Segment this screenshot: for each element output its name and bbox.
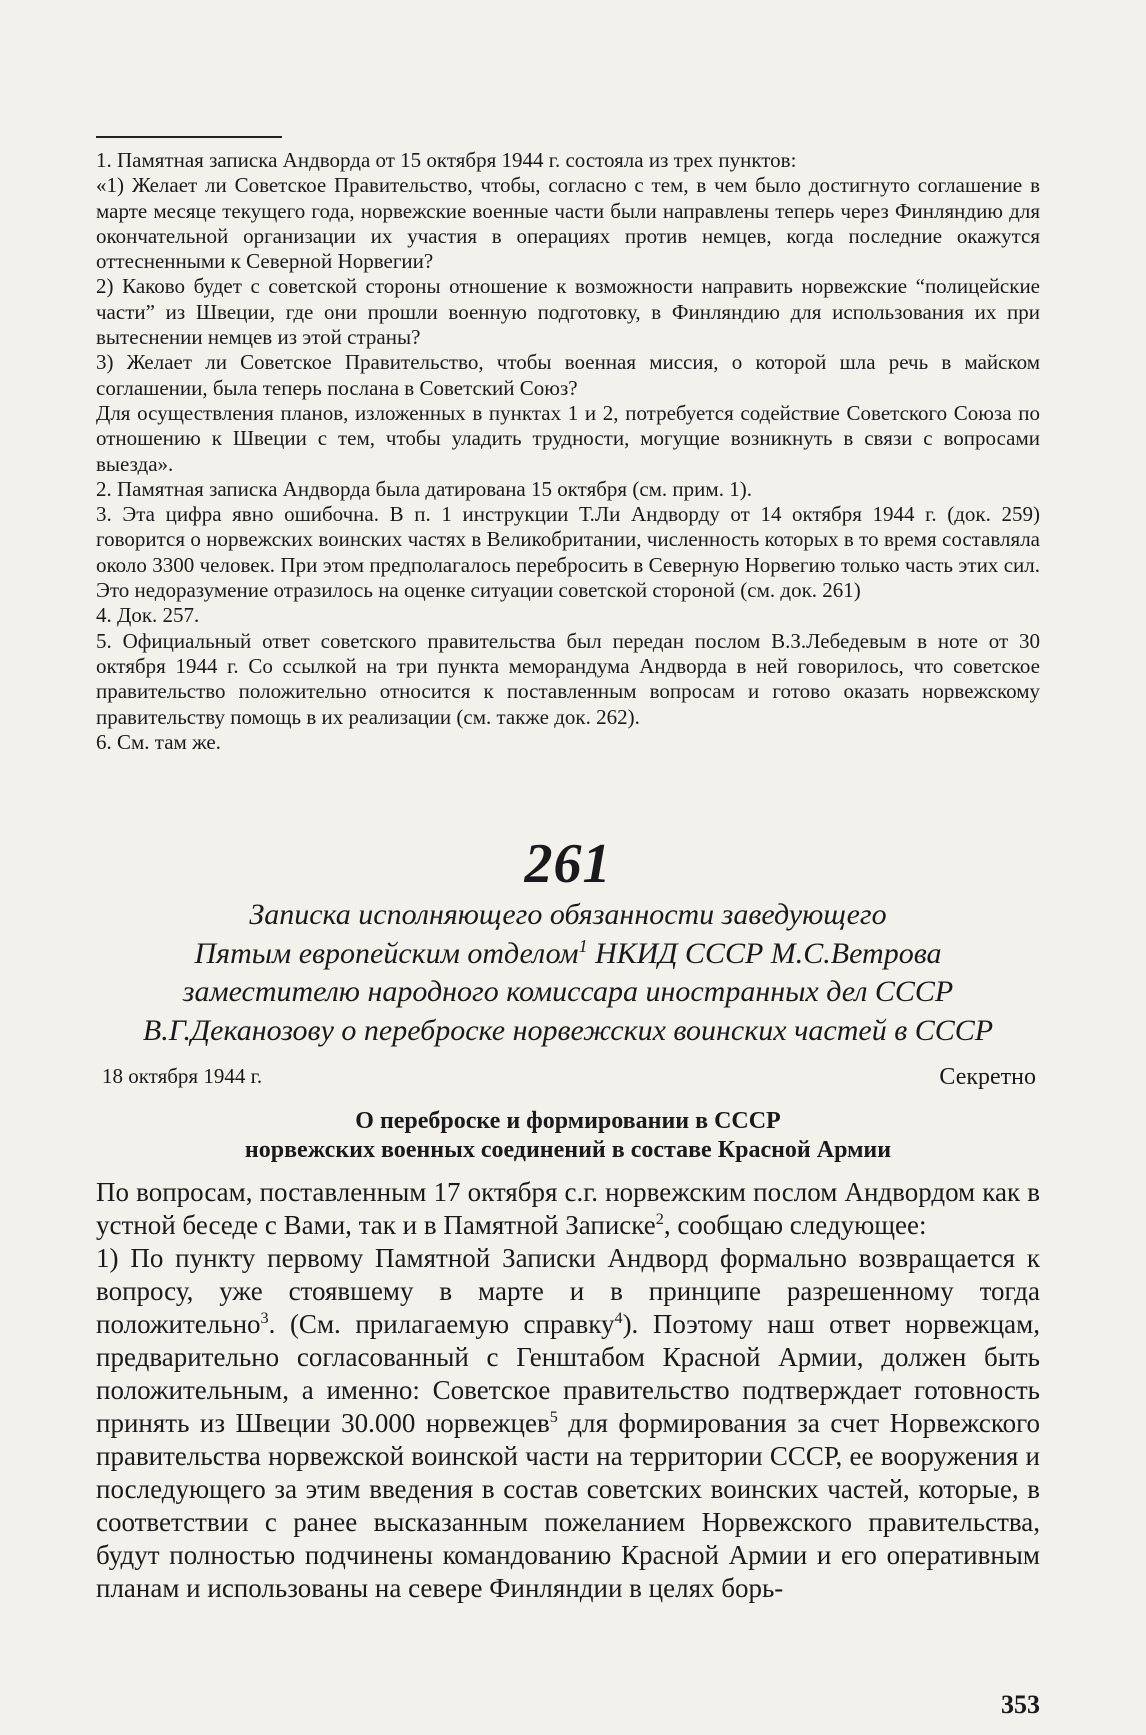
body-text (96, 1176, 1040, 1605)
footnote-rule (96, 136, 282, 138)
p1-text: По вопросам, поставленным 17 октября с.г. норвежским послом Андвордом как в устной беседе с Вами, так и в Памятной Записке (96, 1177, 1040, 1240)
subheading-line-1: О переброске и формировании в СССР (355, 1108, 781, 1134)
footnote-1-point-1: «1) Желает ли Советское Правительство, чтобы, согласно с тем, в чем было достигнуто соглашение в марте месяце текущего года, норвежские военные части были направлены теперь через Финляндию для окончательной организации их участия в операциях против немцев, когда последние окажутся оттесненными к Северной Норвегии? (96, 173, 1040, 274)
p1-footnote-ref: 2 (655, 1210, 664, 1228)
footnote-1-point-2: 2) Каково будет с советской стороны отношение к возможности направить норвежские “полицейские части” из Швеции, где они прошли военную подготовку, в Финляндию для использования их при вытеснении немцев из этой страны? (96, 274, 1040, 350)
p1-tail: , сообщаю следующее: (663, 1210, 927, 1240)
title-line-2-tail: НКИД СССР М.С.Ветрова (587, 936, 942, 970)
footnote-3: 3. Эта цифра явно ошибочна. В п. 1 инструкции Т.Ли Андворду от 14 октября 1944 г. (док. 259) говорится о норвежских воинских частях в Великобритании, численность которых в то время составляла около 3300 человек. При этом предполагалось перебросить в Северную Норвегию только часть этих сил. Это недоразумение отразилось на оценке ситуации советской стороной (см. док. 261) (96, 502, 1040, 603)
p2-text-b: . (См. прилагаемую справку (268, 1309, 615, 1339)
title-line-4: В.Г.Деканозову о переброске норвежских воинских частей в СССР (142, 1013, 994, 1047)
document-number: 261 (524, 833, 612, 895)
document-date: 18 октября 1944 г. (102, 1064, 263, 1088)
p2-footnote-ref-5: 5 (549, 1408, 558, 1426)
p2-footnote-ref-4: 4 (614, 1309, 623, 1327)
subheading-line-2: норвежских военных соединений в составе Красной Армии (244, 1137, 892, 1163)
title-line-3: заместителю народного комиссара иностранных дел СССР (182, 975, 954, 1008)
title-footnote-ref: 1 (578, 935, 588, 956)
p2-text-c: ). Поэтому наш ответ норвежцам, предварительно согласованный с Генштабом Красной Армии, должен быть положительным, а именно: Советское правительство подтверждает готовность принять из Швеции 30.000 норвежцев (96, 1309, 1040, 1438)
page-number: 353 (1001, 1690, 1040, 1719)
subheading (96, 1107, 1040, 1165)
paragraph-1 (96, 1176, 1040, 1242)
p2-text-a: 1) По пункту первому Памятной Записки Андворд формально возвращается к вопросу, уже стоявшему в марте и в принципе разрешенному тогда положительно (96, 1243, 1040, 1339)
document-meta (96, 1064, 1040, 1094)
footnote-4: 4. Док. 257. (96, 603, 200, 628)
classification-label: Секретно (939, 1064, 1036, 1090)
footnote-5: 5. Официальный ответ советского правительства был передан послом В.З.Лебедевым в ноте от 30 октября 1944 г. Со ссылкой на три пункта меморандума Андворда в ней говорилось, что советское правительство положительно относится к поставленным вопросам и готово оказать норвежскому правительству помощь в их реализации (см. также док. 262). (96, 628, 1040, 729)
footnote-1: 1. Памятная записка Андворда от 15 октября 1944 г. состояла из трех пунктов: (96, 148, 797, 172)
footnote-6: 6. См. там же. (96, 729, 221, 754)
footnote-2: 2. Памятная записка Андворда была датирована 15 октября (см. прим. 1). (96, 476, 752, 501)
document-title (96, 896, 1040, 1050)
title-line-2-text: Пятым европейским отделом (194, 936, 579, 970)
p2-text-d: для формирования за счет Норвежского правительства норвежской воинской части на территории СССР, ее вооружения и последующего за этим введения в состав советских воинских частей, которые, в соответствии с ранее высказанным пожеланием Норвежского правительства, будут полностью подчинены командованию Красной Армии и его оперативным планам и использованы на севере Финляндии в целях борь- (96, 1408, 1040, 1603)
title-line-2 (96, 935, 1040, 974)
paragraph-2 (96, 1242, 1040, 1605)
footnote-1-point-3: 3) Желает ли Советское Правительство, чтобы военная миссия, о которой шла речь в майском соглашении, была теперь послана в Советский Союз? (96, 350, 1040, 400)
p2-footnote-ref-3: 3 (260, 1309, 269, 1327)
footnote-1-closing: Для осуществления планов, изложенных в пунктах 1 и 2, потребуется содействие Советского Союза по отношению к Швеции с тем, чтобы уладить трудности, могущие возникнуть в связи с вопросами выезда». (96, 400, 1040, 476)
title-line-1: Записка исполняющего обязанности заведующего (249, 898, 887, 931)
footnotes (96, 148, 1040, 755)
